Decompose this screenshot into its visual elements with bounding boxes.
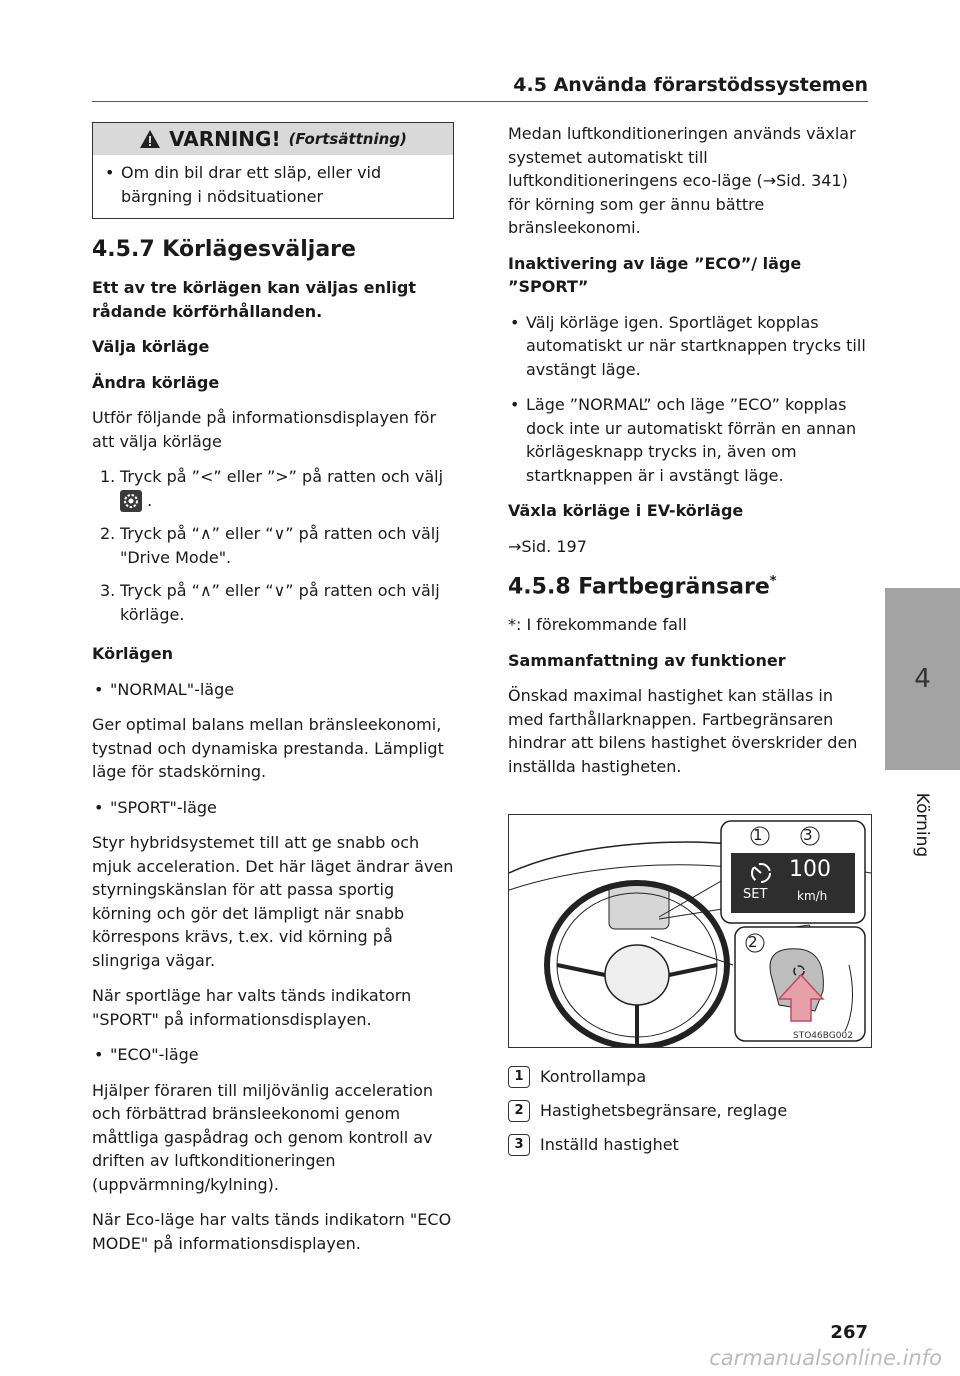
chapter-tab	[885, 588, 960, 770]
display-speed: 100	[789, 857, 831, 883]
sport-mode-text: Styr hybridsystemet till att ge snabb och mjuk acceleration. Det här läget ändrar även styrningskänslan för att passa sportig körning och gör det lämpligt när snabb körrespons krävs, t.ex. vid körning på slingriga vägar.	[92, 833, 454, 970]
warning-bullet: • Om din bil drar ett släp, eller vid bärgning i nödsituationer	[105, 163, 382, 206]
legend-number-1: 1	[508, 1066, 530, 1088]
deactivation-bullet-1: • Välj körläge igen. Sportläget kopplas automatiskt ur när startknappen trycks till avstängt läge.	[510, 312, 866, 379]
subheading-valja: Välja körläge	[92, 337, 210, 356]
warning-continued: (Fortsättning)	[288, 130, 407, 148]
warning-bullet-text: Om din bil drar ett släp, eller vid bärgning i nödsituationer	[121, 163, 382, 206]
left-column	[92, 122, 454, 1267]
step-1-number: 1.	[100, 467, 116, 486]
warning-box	[92, 122, 454, 219]
step-2	[92, 522, 454, 569]
deactivation-bullet-2: • Läge ”NORMAL” och läge ”ECO” kopplas dock inte ur automatiskt förrän en annan körlägesknapp trycks in, även om startknappen är i avstängt läge.	[510, 395, 857, 485]
section-heading-458-text: 4.5.8 Fartbegränsare	[508, 574, 770, 600]
step-1	[92, 465, 454, 512]
sport-mode-label: "SPORT"-läge	[110, 797, 217, 817]
legend-text-2: Hastighetsbegränsare, reglage	[540, 1101, 788, 1121]
intro-text: Ett av tre körlägen kan väljas enligt rådande körförhållanden.	[92, 278, 416, 321]
ev-heading: Växla körläge i EV-körläge	[508, 501, 744, 520]
normal-mode-label: "NORMAL"-läge	[110, 679, 235, 699]
page-number: 267	[830, 1322, 868, 1343]
instruction-text: Utför följande på informationsdisplayen för att välja körläge	[92, 408, 437, 451]
settings-gear-icon	[120, 490, 142, 512]
display-unit: km/h	[797, 889, 828, 904]
warning-triangle-icon	[139, 129, 161, 149]
chapter-label-container	[885, 770, 960, 880]
step-2-text: Tryck på “∧” eller “∨” på ratten och välj "Drive Mode".	[120, 524, 440, 567]
figure-code: STO46BG002	[793, 1031, 853, 1042]
section-heading-458	[508, 574, 870, 599]
step-3	[92, 579, 454, 626]
warning-body	[93, 155, 453, 218]
legend-item-1	[508, 1066, 870, 1088]
eco-indicator-text: När Eco-läge har valts tänds indikatorn "ECO MODE" på informationsdisplayen.	[92, 1210, 452, 1253]
right-column	[508, 122, 870, 1168]
legend-text-1: Kontrollampa	[540, 1067, 647, 1087]
callout-marker-3: 3	[803, 826, 813, 845]
ev-reference: →Sid. 197	[508, 536, 587, 556]
warning-header	[93, 123, 453, 155]
watermark: carmanualsonline.info	[709, 1346, 942, 1370]
step-1-end: .	[147, 490, 153, 510]
eco-mode-text: Hjälper föraren till miljövänlig acceleration och förbättrad bränsleekonomi genom måttliga gaspådrag och genom kontroll av driften av luftkonditioneringen (uppvärmning/kylning).	[92, 1080, 434, 1194]
chapter-label: Körning	[912, 792, 933, 858]
sport-indicator-text: När sportläge har valts tänds indikatorn "SPORT" på informationsdisplayen.	[92, 986, 412, 1029]
legend-item-2	[508, 1100, 870, 1122]
step-2-number: 2.	[100, 524, 116, 543]
summary-text: Önskad maximal hastighet kan ställas in med farthållarknappen. Fartbegränsaren hindrar att bilens hastighet överskrider den inställda hastigheten.	[508, 686, 858, 776]
speed-limiter-illustration	[508, 814, 872, 1048]
running-header: 4.5 Använda förarstödssystemen	[513, 74, 868, 96]
normal-mode-text: Ger optimal balans mellan bränsleekonomi, tystnad och dynamiska prestanda. Lämpligt läge för stadskörning.	[92, 715, 444, 781]
section-heading-457: 4.5.7 Körlägesväljare	[92, 237, 356, 262]
summary-heading: Sammanfattning av funktioner	[508, 650, 786, 670]
eco-mode-bullet: • "ECO"-läge	[94, 1045, 199, 1064]
step-3-text: Tryck på “∧” eller “∨” på ratten och välj körläge.	[120, 581, 440, 624]
dashboard-steering-wheel-illustration	[509, 815, 871, 1047]
legend-text-3: Inställd hastighet	[540, 1135, 679, 1155]
callout-marker-2: 2	[748, 933, 758, 952]
legend-number-3: 3	[508, 1134, 530, 1156]
modes-heading: Körlägen	[92, 644, 173, 663]
legend-number-2: 2	[508, 1100, 530, 1122]
deactivation-bullet-2-text: Läge ”NORMAL” och läge ”ECO” kopplas dock inte ur automatiskt förrän en annan körlägesknapp trycks in, även om startknappen är i avstängt läge.	[526, 395, 857, 485]
subheading-andra: Ändra körläge	[92, 372, 220, 392]
deactivation-heading: Inaktivering av läge ”ECO”/ läge ”SPORT”	[508, 253, 802, 296]
sport-mode-bullet: • "SPORT"-läge	[94, 797, 217, 817]
legend-item-3	[508, 1134, 870, 1156]
callout-marker-1: 1	[753, 826, 763, 845]
footnote-text: *: I förekommande fall	[508, 615, 687, 635]
deactivation-bullet-1-text: Välj körläge igen. Sportläget kopplas automatiskt ur när startknappen trycks till avstängt läge.	[526, 312, 866, 379]
warning-title: VARNING!	[169, 127, 281, 151]
header-rule	[92, 101, 868, 102]
step-1-text: Tryck på ”<” eller ”>” på ratten och välj	[120, 467, 444, 486]
normal-mode-bullet: • "NORMAL"-läge	[94, 679, 235, 699]
eco-mode-label: "ECO"-läge	[110, 1045, 199, 1064]
chapter-number: 4	[914, 664, 931, 694]
ac-eco-text: Medan luftkonditioneringen används växlar systemet automatiskt till luftkonditioneringens eco-läge (→Sid. 341) för körning som ger ännu bättre bränsleekonomi.	[508, 124, 856, 237]
step-3-number: 3.	[100, 581, 116, 600]
footnote-star: *	[769, 574, 777, 589]
display-set: SET	[743, 887, 768, 903]
